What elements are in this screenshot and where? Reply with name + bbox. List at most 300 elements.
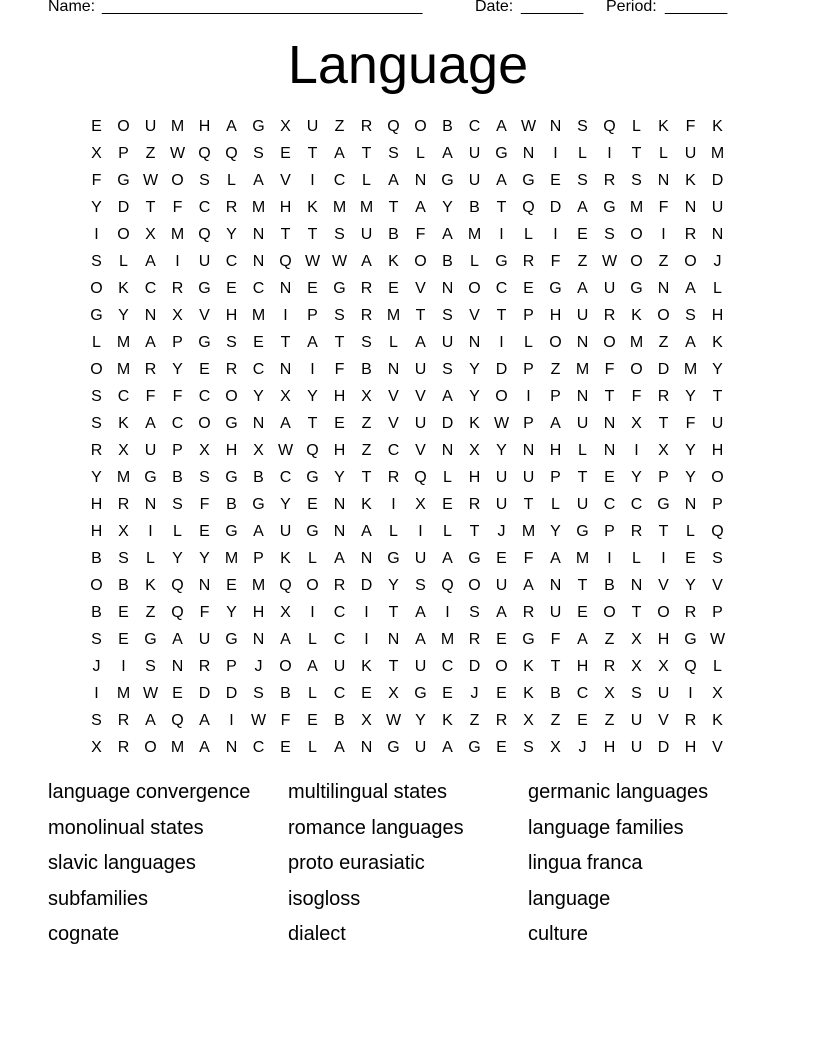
word-list-item: language convergence [48,781,251,803]
grid-letter: L [308,631,317,648]
grid-letter: X [280,388,291,405]
grid-letter: A [496,172,507,189]
grid-letter: M [224,550,239,567]
grid-letter: R [522,604,535,621]
grid-letter: Y [91,199,102,216]
name-blank[interactable]: ____________________________________ [102,0,423,15]
grid-letter: E [199,523,210,540]
grid-letter: U [414,550,427,567]
grid-letter: W [142,685,159,702]
grid-letter: G [387,739,400,756]
grid-letter: Z [577,253,588,270]
grid-letter: S [442,307,453,324]
grid-letter: O [630,253,643,270]
grid-letter: O [495,658,508,675]
grid-letter: A [577,280,588,297]
grid-letter: L [308,739,317,756]
grid-letter: C [171,415,184,432]
grid-letter: Z [361,442,372,459]
grid-letter: D [117,199,130,216]
grid-letter: R [333,577,346,594]
grid-letter: C [495,280,508,297]
grid-letter: G [144,631,157,648]
grid-letter: E [334,415,345,432]
grid-letter: O [144,739,157,756]
grid-letter: K [523,685,534,702]
grid-letter: Y [469,361,480,378]
grid-letter: N [252,226,265,243]
grid-letter: R [603,307,616,324]
grid-letter: X [172,307,183,324]
grid-letter: A [253,523,264,540]
grid-letter: Y [199,550,210,567]
grid-letter: E [307,280,318,297]
grid-letter: C [198,199,211,216]
grid-letter: C [117,388,130,405]
grid-letter: I [310,172,315,189]
grid-letter: G [198,334,211,351]
grid-letter: M [629,199,644,216]
grid-letter: V [415,280,426,297]
grid-letter: C [252,739,265,756]
grid-letter: U [279,523,292,540]
grid-letter: S [118,550,129,567]
grid-letter: A [577,199,588,216]
grid-letter: K [658,118,669,135]
grid-letter: X [91,739,102,756]
word-list-item: monolinual states [48,816,204,839]
word-list-item: cognate [48,923,120,945]
grid-letter: E [118,631,129,648]
grid-letter: H [333,442,346,459]
grid-letter: L [659,145,668,162]
grid-letter: Y [226,226,237,243]
grid-letter: B [442,253,453,270]
grid-letter: H [468,469,481,486]
grid-letter: E [280,145,291,162]
grid-letter: M [170,226,185,243]
grid-letter: S [199,469,210,486]
grid-letter: T [631,604,642,621]
grid-letter: Z [361,415,372,432]
grid-letter: I [283,307,288,324]
grid-letter: Q [441,577,454,594]
grid-letter: Y [496,442,507,459]
grid-letter: Y [550,523,561,540]
grid-letter: S [172,496,183,513]
grid-letter: O [117,118,130,135]
grid-letter: G [387,550,400,567]
grid-letter: U [495,469,508,486]
grid-letter: M [116,334,131,351]
grid-letter: Y [631,469,642,486]
grid-letter: U [495,577,508,594]
grid-letter: A [442,226,453,243]
word-list-item: slavic languages [48,852,196,874]
grid-letter: S [199,172,210,189]
word-list-item: language families [528,816,684,839]
grid-letter: F [550,631,561,648]
grid-letter: L [443,469,452,486]
grid-letter: A [415,604,426,621]
grid-letter: Z [604,631,615,648]
grid-letter: H [225,307,238,324]
grid-letter: E [226,577,237,594]
grid-letter: G [306,469,319,486]
word-list [48,777,768,955]
grid-letter: J [713,253,722,270]
grid-letter: T [658,523,669,540]
grid-letter: S [145,658,156,675]
grid-letter: P [523,307,534,324]
grid-letter: P [712,604,723,621]
grid-letter: R [117,496,130,513]
grid-letter: G [306,523,319,540]
grid-letter: Q [225,145,238,162]
grid-letter: K [118,280,129,297]
grid-letter: Q [198,145,211,162]
grid-letter: E [685,550,696,567]
grid-letter: U [360,226,373,243]
grid-letter: E [496,631,507,648]
grid-letter: L [119,253,128,270]
grid-letter: U [414,739,427,756]
grid-letter: Y [253,388,264,405]
grid-letter: Y [685,577,696,594]
word-list-item: language [528,887,611,910]
grid-letter: L [713,280,722,297]
grid-letter: S [226,334,237,351]
word-list-item: subfamilies [48,887,149,910]
grid-letter: T [361,145,372,162]
letter-grid [83,113,731,761]
grid-letter: M [116,685,131,702]
grid-letter: M [116,469,131,486]
grid-letter: G [90,307,103,324]
grid-letter: S [442,361,453,378]
grid-letter: L [443,523,452,540]
grid-letter: M [116,361,131,378]
grid-letter: H [603,739,616,756]
grid-letter: M [467,226,482,243]
grid-letter: C [225,253,238,270]
grid-letter: D [225,685,238,702]
word-list-item: proto eurasiatic [288,852,425,874]
grid-letter: T [388,658,399,675]
grid-letter: K [523,658,534,675]
grid-letter: I [607,550,612,567]
grid-letter: R [684,712,697,729]
grid-letter: N [252,415,265,432]
grid-letter: P [550,469,561,486]
grid-letter: J [470,685,479,702]
grid-letter: O [684,253,697,270]
grid-letter: E [388,280,399,297]
grid-letter: Z [550,361,561,378]
grid-letter: Y [307,388,318,405]
grid-letter: H [711,442,724,459]
grid-letter: X [604,685,615,702]
grid-letter: Z [469,712,480,729]
grid-letter: W [493,415,510,432]
grid-letter: O [90,280,103,297]
grid-letter: R [603,658,616,675]
grid-letter: V [712,739,723,756]
grid-letter: A [145,415,156,432]
grid-letter: N [522,442,535,459]
grid-letter: K [712,118,723,135]
grid-letter: Y [712,361,723,378]
grid-letter: S [91,253,102,270]
grid-letter: B [253,469,264,486]
grid-letter: G [414,685,427,702]
grid-letter: S [577,118,588,135]
grid-letter: A [415,334,426,351]
grid-letter: N [468,334,481,351]
grid-letter: O [495,388,508,405]
grid-letter: N [387,361,400,378]
grid-letter: N [225,739,238,756]
grid-letter: T [280,226,291,243]
grid-letter: L [92,334,101,351]
grid-letter: A [280,631,291,648]
grid-letter: S [712,550,723,567]
grid-letter: P [550,388,561,405]
grid-letter: L [578,145,587,162]
grid-letter: U [414,415,427,432]
grid-letter: C [198,388,211,405]
grid-letter: U [468,172,481,189]
grid-letter: U [576,307,589,324]
period-blank[interactable]: _______ [665,0,728,15]
grid-letter: P [712,496,723,513]
grid-letter: N [414,172,427,189]
grid-letter: U [468,145,481,162]
grid-letter: X [199,442,210,459]
grid-letter: O [603,334,616,351]
grid-letter: U [684,145,697,162]
grid-letter: O [603,604,616,621]
grid-letter: N [684,199,697,216]
grid-letter: T [388,199,399,216]
grid-letter: U [711,415,724,432]
grid-letter: Q [306,442,319,459]
grid-letter: P [253,550,264,567]
grid-letter: F [415,226,426,243]
grid-letter: E [523,280,534,297]
grid-letter: T [280,334,291,351]
grid-letter: R [225,361,238,378]
grid-letter: U [198,631,211,648]
grid-letter: O [90,577,103,594]
grid-letter: H [90,496,103,513]
grid-letter: I [634,442,639,459]
word-list-item: multilingual states [288,781,447,803]
grid-letter: S [91,415,102,432]
grid-letter: V [415,388,426,405]
grid-letter: M [683,361,698,378]
grid-letter: G [603,199,616,216]
grid-letter: Y [685,388,696,405]
grid-letter: D [360,577,373,594]
grid-letter: A [550,415,561,432]
grid-letter: L [470,253,479,270]
grid-letter: B [442,118,453,135]
grid-letter: T [496,307,507,324]
grid-letter: U [657,685,670,702]
page-title: Language [287,35,529,95]
grid-letter: L [578,442,587,459]
grid-letter: I [661,550,666,567]
grid-letter: I [553,226,558,243]
grid-letter: O [90,361,103,378]
grid-letter: V [388,415,399,432]
grid-letter: E [307,496,318,513]
grid-letter: L [227,172,236,189]
grid-letter: L [362,172,371,189]
grid-letter: G [225,523,238,540]
grid-letter: F [172,199,183,216]
grid-letter: X [388,685,399,702]
grid-letter: C [144,280,157,297]
grid-letter: Y [226,604,237,621]
grid-letter: J [497,523,506,540]
grid-letter: N [144,496,157,513]
grid-letter: E [199,361,210,378]
grid-letter: Q [171,577,184,594]
grid-letter: X [712,685,723,702]
grid-letter: B [334,712,345,729]
grid-letter: C [252,280,265,297]
grid-letter: M [386,307,401,324]
grid-letter: T [307,415,318,432]
grid-letter: E [496,739,507,756]
grid-letter: C [441,658,454,675]
grid-letter: L [308,685,317,702]
grid-letter: Y [442,199,453,216]
grid-letter: A [361,253,372,270]
grid-letter: W [250,712,267,729]
grid-letter: D [549,199,562,216]
grid-letter: Y [172,361,183,378]
grid-letter: C [333,604,346,621]
grid-letter: L [632,550,641,567]
grid-letter: B [118,577,129,594]
grid-letter: N [657,172,670,189]
grid-letter: H [711,307,724,324]
grid-letter: K [361,658,372,675]
grid-letter: E [496,685,507,702]
date-label: Date: [475,0,514,15]
grid-letter: A [199,712,210,729]
grid-letter: M [251,199,266,216]
grid-letter: G [657,496,670,513]
grid-letter: E [577,712,588,729]
grid-letter: T [550,658,561,675]
grid-letter: A [226,118,237,135]
grid-letter: G [630,280,643,297]
grid-letter: H [549,442,562,459]
grid-letter: K [145,577,156,594]
grid-letter: A [685,280,696,297]
grid-letter: T [604,388,615,405]
grid-letter: S [685,307,696,324]
grid-letter: I [364,604,369,621]
grid-letter: A [280,415,291,432]
grid-letter: X [550,739,561,756]
grid-letter: Q [387,118,400,135]
grid-letter: W [169,145,186,162]
grid-letter: R [360,118,373,135]
grid-letter: O [225,388,238,405]
date-blank[interactable]: _______ [521,0,584,15]
grid-letter: T [658,415,669,432]
grid-letter: S [631,685,642,702]
grid-letter: R [522,253,535,270]
period-label: Period: [606,0,657,15]
grid-letter: Q [522,199,535,216]
grid-letter: H [198,118,211,135]
grid-letter: V [712,577,723,594]
grid-letter: O [549,334,562,351]
grid-letter: X [631,658,642,675]
grid-letter: I [553,145,558,162]
grid-letter: Q [603,118,616,135]
grid-letter: E [280,739,291,756]
grid-letter: C [279,469,292,486]
grid-letter: I [94,685,99,702]
grid-letter: C [387,442,400,459]
grid-letter: X [415,496,426,513]
grid-letter: V [415,442,426,459]
grid-letter: S [334,226,345,243]
grid-letter: R [684,226,697,243]
grid-letter: B [388,226,399,243]
grid-letter: L [416,145,425,162]
grid-letter: S [631,172,642,189]
grid-letter: O [117,226,130,243]
grid-letter: G [495,145,508,162]
grid-letter: U [144,118,157,135]
grid-letter: B [604,577,615,594]
grid-letter: Z [550,712,561,729]
grid-letter: I [310,361,315,378]
grid-letter: C [333,685,346,702]
grid-letter: R [198,658,211,675]
grid-letter: G [198,280,211,297]
grid-letter: D [711,172,724,189]
grid-letter: S [334,307,345,324]
grid-letter: R [468,496,481,513]
grid-letter: O [468,280,481,297]
grid-letter: P [307,307,318,324]
grid-letter: Q [279,253,292,270]
grid-letter: X [280,604,291,621]
grid-letter: I [499,334,504,351]
grid-letter: Z [145,145,156,162]
grid-letter: B [280,685,291,702]
grid-letter: A [496,604,507,621]
grid-letter: S [91,388,102,405]
grid-letter: Y [469,388,480,405]
grid-letter: Y [118,307,129,324]
grid-letter: S [91,712,102,729]
grid-letter: U [603,280,616,297]
grid-letter: F [658,199,669,216]
grid-letter: X [145,226,156,243]
grid-letter: K [118,415,129,432]
grid-letter: G [684,631,697,648]
